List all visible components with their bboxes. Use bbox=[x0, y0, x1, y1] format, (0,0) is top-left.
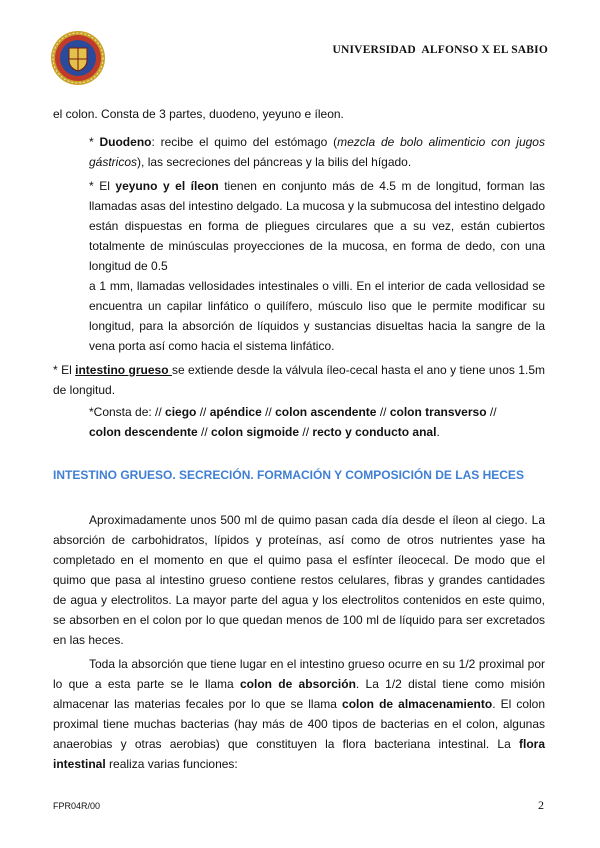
flora-intestinal-term: flora intestinal bbox=[53, 737, 545, 771]
duodeno-paragraph: * Duodeno: recibe el quimo del estómago (mezcla de bolo alimenticio con jugos gástricos), las secreciones del páncreas y la bilis del hígado. bbox=[89, 135, 545, 169]
university-name: UNIVERSIDAD ALFONSO X EL SABIO bbox=[332, 44, 548, 56]
intro-paragraph: el colon. Consta de 3 partes, duodeno, yeyuno e íleon. bbox=[53, 107, 344, 121]
intestino-grueso-term: intestino grueso bbox=[75, 363, 172, 377]
intestino-grueso-paragraph: * El intestino grueso se extiende desde la válvula íleo-cecal hasta el ano y tiene unos 1.5m de longitud. bbox=[53, 363, 545, 397]
duodeno-term: Duodeno bbox=[99, 135, 152, 149]
colon-absorcion-term: colon de absorción bbox=[240, 677, 356, 691]
page-number: 2 bbox=[538, 798, 544, 812]
aproximadamente-paragraph: Aproximadamente unos 500 ml de quimo pasan cada día desde el íleon al ciego. La absorción de carbohidratos, lípidos y proteínas, así como de otros nutrientes yase ha completado en el momento en que el quimo pasa el esfínter íleocecal. De modo que el quimo que pasa al intestino grueso contiene restos celulares, fibras y grandes cantidades de agua y electrolitos. La mayor parte del agua y los electrolitos contenidos en este quimo, se absorben en el colon por lo que quedan menos de 100 ml de líquido para ser excretados en las heces. bbox=[53, 513, 545, 647]
villi-paragraph: a 1 mm, llamadas vellosidades intestinales o villi. En el interior de cada vellosidad se encuentra un capilar linfático o quilífero, músculo liso que le permite modificar su longitud, para la absorción de líquidos y sustancias disueltas hacia la sangre de la vena porta así como hacia el sistema linfático. bbox=[89, 279, 545, 353]
colon-almacenamiento-term: colon de almacenamiento bbox=[342, 697, 493, 711]
university-seal-logo bbox=[50, 30, 106, 86]
yeyuno-paragraph: * El yeyuno y el íleon tienen en conjunto más de 4.5 m de longitud, forman las llamadas asas del intestino delgado. La mucosa y la submucosa del intestino delgado están dispuestas en forma de pliegues circulares que a su vez, están cubiertos totalmente de minúsculas proyecciones de la mucosa, en forma de dedo, con una longitud de 0.5 bbox=[89, 179, 545, 273]
section-heading: INTESTINO GRUESO. SECRECIÓN. FORMACIÓN Y COMPOSICIÓN DE LAS HECES bbox=[53, 468, 524, 482]
gastric-juice-note: mezcla de bolo alimenticio con jugos gástricos bbox=[89, 135, 545, 169]
document-code: FPR04R/00 bbox=[53, 801, 101, 811]
absorcion-paragraph: Toda la absorción que tiene lugar en el intestino grueso ocurre en su 1/2 proximal por lo que a esta parte se le llama colon de absorción. La 1/2 distal tiene como misión almacenar las materias fecales por lo que se llama colon de almacenamiento. El colon proximal tiene muchas bacterias (hay más de 400 tipos de bacterias en el colon, algunas anaerobias y otras aerobias) que constituyen la flora bacteriana intestinal. La flora intestinal realiza varias funciones: bbox=[53, 657, 546, 771]
yeyuno-term: yeyuno y el íleon bbox=[115, 179, 219, 193]
consta-paragraph: *Consta de: // ciego // apéndice // colon ascendente // colon transverso // colon descendente // colon sigmoide // recto y conducto anal. bbox=[89, 405, 497, 439]
